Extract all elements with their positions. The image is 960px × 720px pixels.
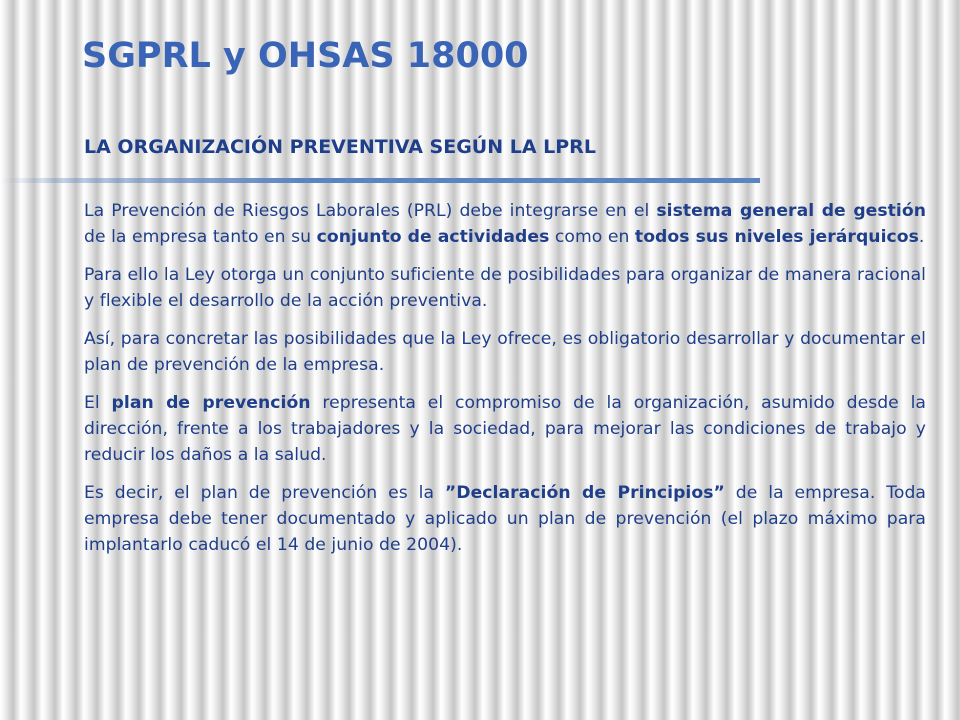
paragraph-text: representa el compromiso de la organización, asumido desde la dirección, frente a los trabajadores y la sociedad, para mejorar las condiciones de trabajo y reducir los daños a la salud. — [84, 393, 927, 465]
title-divider-line — [0, 178, 760, 183]
paragraph-text: Así, para concretar las posibilidades que la Ley ofrece, es obligatorio desarrollar y documentar el plan de prevención de la empresa. — [84, 329, 926, 375]
paragraph-obligatorio — [84, 326, 926, 378]
paragraph-prl-integration — [84, 198, 926, 250]
slide-subtitle: LA ORGANIZACIÓN PREVENTIVA SEGÚN LA LPRL — [84, 136, 596, 158]
slide-body — [84, 198, 926, 570]
paragraph-text: como en — [549, 227, 635, 247]
paragraph-text: de la empresa. Toda empresa debe tener documentado y aplicado un plan de prevención (el plazo máximo para implantarlo caducó el 14 de junio de 2004). — [84, 483, 927, 555]
paragraph-text: Es decir, el plan de prevención es la — [84, 483, 445, 503]
paragraph-text: . — [918, 227, 925, 247]
slide-title: SGPRL y OHSAS 18000 — [82, 36, 529, 76]
paragraph-text: La Prevención de Riesgos Laborales (PRL) debe integrarse en el — [84, 201, 657, 221]
emphasis-text: sistema general de gestión — [656, 201, 927, 221]
paragraph-text: Para ello la Ley otorga un conjunto suficiente de posibilidades para organizar de manera racional y flexible el desarrollo de la acción preventiva. — [84, 265, 926, 311]
emphasis-text: todos sus niveles jerárquicos — [634, 227, 919, 247]
emphasis-text: conjunto de actividades — [316, 227, 550, 247]
paragraph-text: El — [84, 393, 112, 413]
paragraph-declaracion — [84, 480, 926, 558]
paragraph-ley-posibilidades — [84, 262, 926, 314]
paragraph-text: de la empresa tanto en su — [84, 227, 317, 247]
paragraph-plan-prevencion — [84, 390, 926, 468]
emphasis-text: ”Declaración de Principios” — [444, 483, 725, 503]
emphasis-text: plan de prevención — [111, 393, 311, 413]
